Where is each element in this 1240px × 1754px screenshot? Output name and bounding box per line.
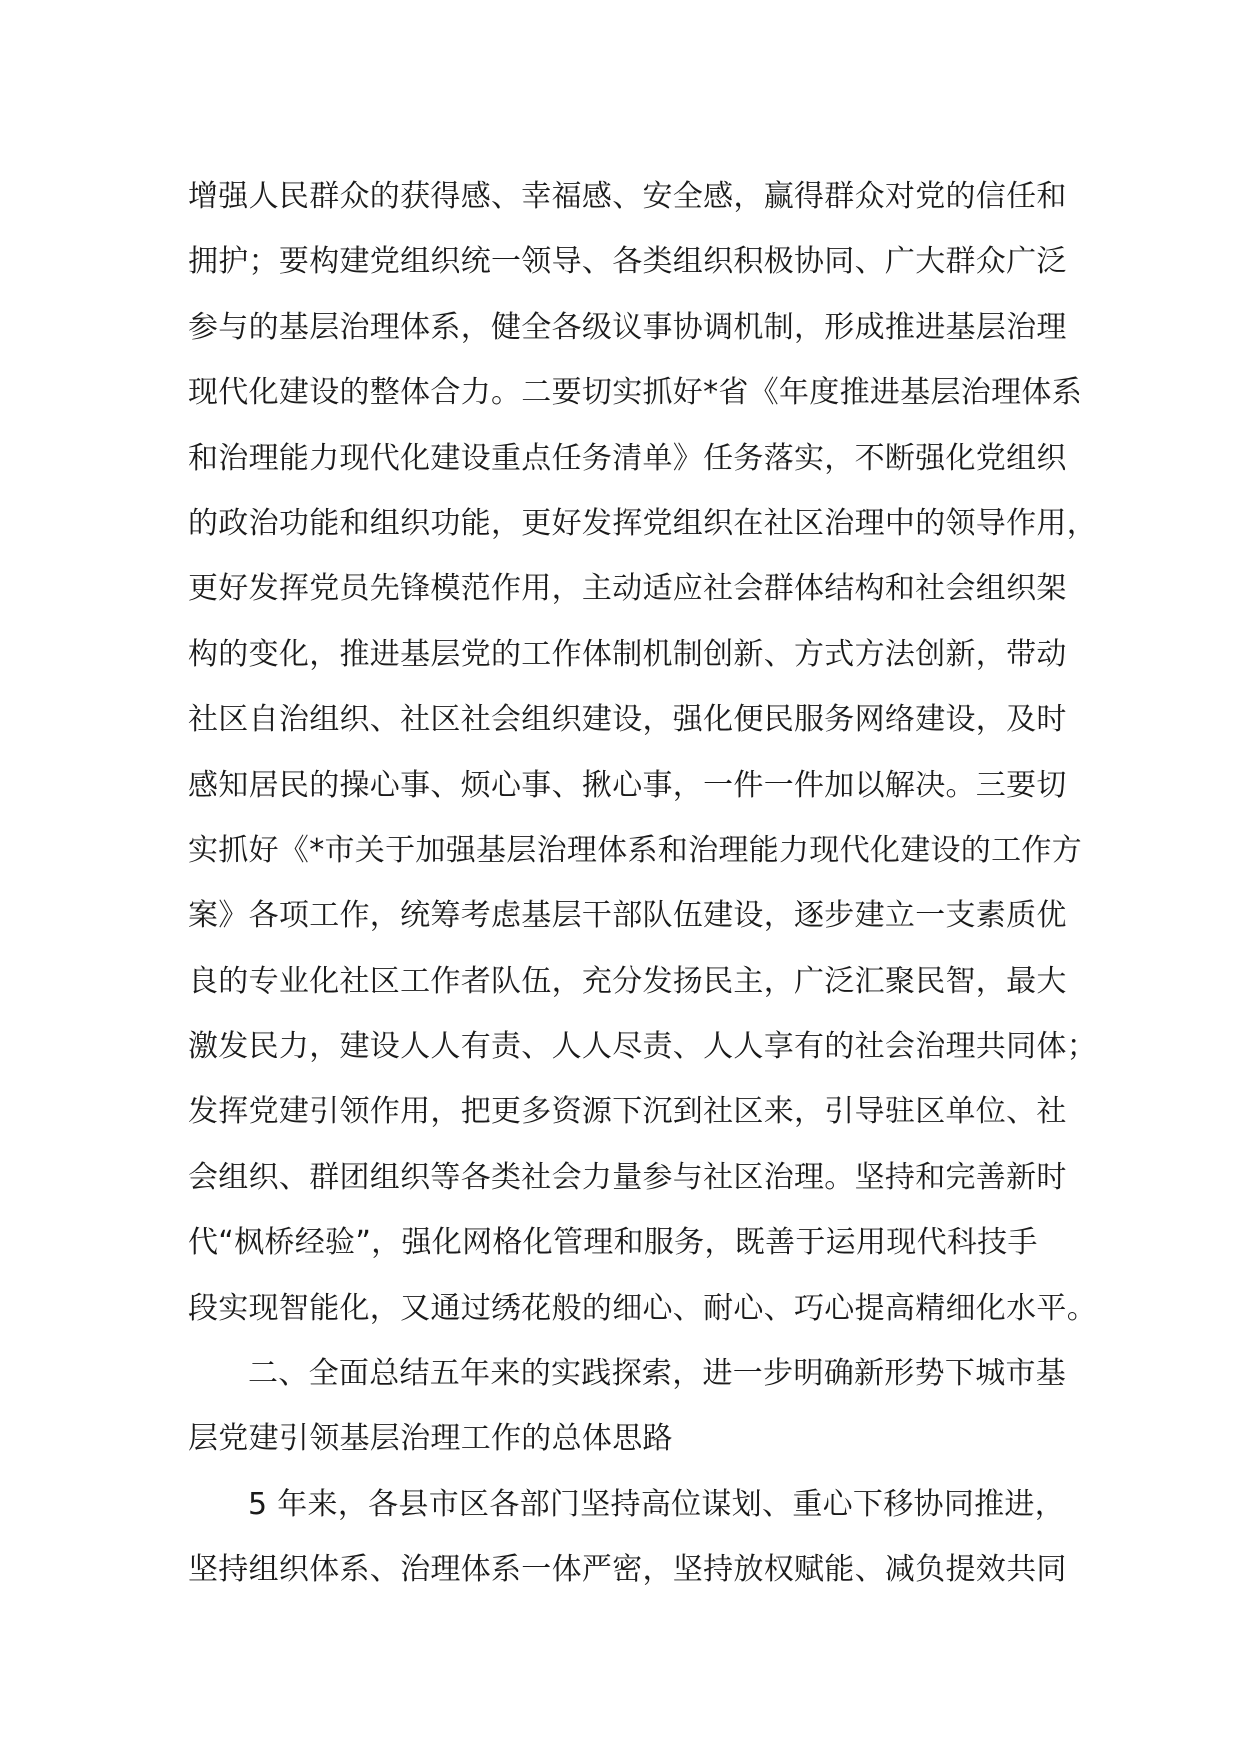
text-line: 实抓好《*市关于加强基层治理体系和治理能力现代化建设的工作方 [188, 832, 1082, 868]
text-line: 的政治功能和组织功能，更好发挥党组织在社区治理中的领导作用， [188, 505, 1097, 541]
text-line: 激发民力，建设人人有责、人人尽责、人人享有的社会治理共同体； [188, 1029, 1097, 1065]
text-line: 良的专业化社区工作者队伍，充分发扬民主，广泛汇聚民智，最大 [188, 963, 1067, 999]
text-line: 构的变化，推进基层党的工作体制机制创新、方式方法创新，带动 [188, 636, 1067, 672]
text-line: 坚持组织体系、治理体系一体严密，坚持放权赋能、减负提效共同 [188, 1552, 1067, 1588]
body-text [188, 164, 1097, 1603]
text-line: 参与的基层治理体系，健全各级议事协调机制，形成推进基层治理 [188, 309, 1067, 345]
text-line: 代“枫桥经验”，强化网格化管理和服务，既善于运用现代科技手 [188, 1225, 1038, 1261]
text-line: 拥护；要构建党组织统一领导、各类组织积极协同、广大群众广泛 [188, 244, 1067, 280]
text-line: 更好发挥党员先锋模范作用，主动适应社会群体结构和社会组织架 [188, 571, 1067, 607]
text-line: 5 年来，各县市区各部门坚持高位谋划、重心下移协同推进， [248, 1486, 1066, 1522]
text-line: 段实现智能化，又通过绣花般的细心、耐心、巧心提高精细化水平。 [188, 1290, 1097, 1326]
text-line: 感知居民的操心事、烦心事、揪心事，一件一件加以解决。三要切 [188, 767, 1067, 803]
text-line: 社区自治组织、社区社会组织建设，强化便民服务网络建设，及时 [188, 702, 1067, 738]
text-line: 现代化建设的整体合力。二要切实抓好*省《年度推进基层治理体系 [188, 375, 1082, 411]
section-heading-line: 二、全面总结五年来的实践探索，进一步明确新形势下城市基 [248, 1356, 1067, 1392]
text-line: 会组织、群团组织等各类社会力量参与社区治理。坚持和完善新时 [188, 1159, 1067, 1195]
text-line: 发挥党建引领作用，把更多资源下沉到社区来，引导驻区单位、社 [188, 1094, 1067, 1130]
text-line: 案》各项工作，统筹考虑基层干部队伍建设，逐步建立一支素质优 [188, 898, 1067, 934]
text-line: 和治理能力现代化建设重点任务清单》任务落实，不断强化党组织 [188, 440, 1067, 476]
text-line: 增强人民群众的获得感、幸福感、安全感，赢得群众对党的信任和 [188, 179, 1067, 214]
section-heading-line: 层党建引领基层治理工作的总体思路 [188, 1421, 673, 1457]
